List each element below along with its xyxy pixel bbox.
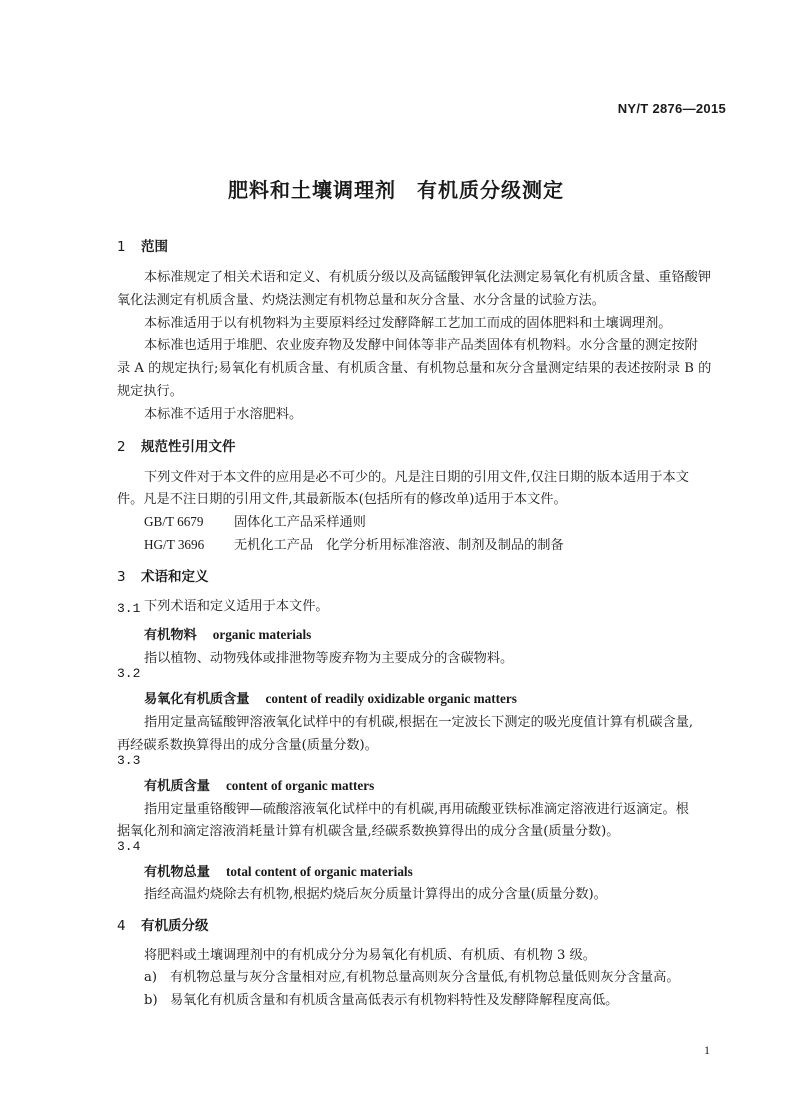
subsection-number: 3.2 (117, 666, 141, 681)
section-title: 范围 (141, 239, 168, 255)
reference-title: 固体化工产品采样通则 (234, 515, 366, 530)
normative-reference (144, 534, 564, 553)
reference-code: HG/T 3696 (144, 537, 205, 552)
paragraph-line: 本标准规定了相关术语和定义、有机质分级以及高锰酸钾氧化法测定易氧化有机质含量、重铬酸钾 (144, 270, 712, 285)
section-number: 3 (117, 569, 126, 585)
section-number: 2 (117, 439, 126, 455)
term-en: content of organic matters (225, 778, 375, 793)
section-number: 1 (117, 239, 126, 255)
paragraph-line: 本标准也适用于堆肥、农业废弃物及发酵中间体等非产品类固体有机物料。水分含量的测定按附 (144, 338, 698, 353)
list-text: 有机物总量与灰分含量相对应,有机物总量高则灰分含量低,有机物总量低则灰分含量高。 (170, 970, 680, 985)
term-definition: 指用定量重铬酸钾—硫酸溶液氧化试样中的有机碳,再用硫酸亚铁标准滴定溶液进行返滴定。根 (144, 802, 689, 817)
reference-title: 无机化工产品 化学分析用标准溶液、制剂及制品的制备 (234, 538, 564, 553)
paragraph-line: 将肥料或土壤调理剂中的有机成分分为易氧化有机质、有机质、有机物 3 级。 (144, 948, 596, 963)
term-zh: 有机物总量 (144, 865, 210, 880)
section-2-heading (117, 435, 236, 455)
term-heading (144, 861, 413, 880)
list-text: 易氧化有机质含量和有机质含量高低表示有机物料特性及发酵降解程度高低。 (170, 993, 619, 1008)
term-zh: 有机质含量 (144, 779, 210, 794)
paragraph-line: 下列术语和定义适用于本文件。 (144, 599, 329, 614)
term-heading (144, 775, 374, 794)
paragraph-line: 本标准不适用于水溶肥料。 (144, 407, 303, 422)
section-number: 4 (117, 918, 126, 934)
paragraph-line: 件。凡是不注日期的引用文件,其最新版本(包括所有的修改单)适用于本文件。 (117, 492, 567, 507)
term-en: organic materials (212, 627, 312, 642)
term-heading (144, 688, 517, 707)
list-marker: b) (144, 993, 158, 1008)
section-4-heading (117, 914, 209, 934)
reference-code: GB/T 6679 (144, 514, 204, 529)
page-number: 1 (704, 1043, 710, 1057)
subsection-number: 3.1 (117, 601, 141, 616)
section-1-heading (117, 235, 168, 255)
section-title: 有机质分级 (141, 918, 209, 934)
term-definition: 再经碳系数换算得出的成分含量(质量分数)。 (117, 738, 378, 753)
term-zh: 易氧化有机质含量 (144, 692, 250, 707)
term-definition: 据氧化剂和滴定溶液消耗量计算有机碳含量,经碳系数换算得出的成分含量(质量分数)。 (117, 824, 620, 839)
paragraph-line: 氧化法测定有机质含量、灼烧法测定有机物总量和灰分含量、水分含量的试验方法。 (117, 293, 605, 308)
subsection-number: 3.4 (117, 839, 141, 854)
normative-reference (144, 511, 366, 530)
section-3-heading (117, 565, 209, 585)
list-item (144, 966, 680, 985)
paragraph-line: 本标准适用于以有机物料为主要原料经过发酵降解工艺加工而成的固体肥料和土壤调理剂。 (144, 316, 672, 331)
paragraph-line: 下列文件对于本文件的应用是必不可少的。凡是注日期的引用文件,仅注日期的版本适用于本文 (144, 470, 689, 485)
paragraph-line: 规定执行。 (117, 384, 183, 399)
section-title: 术语和定义 (141, 569, 209, 585)
term-heading (144, 624, 311, 643)
term-definition: 指用定量高锰酸钾溶液氧化试样中的有机碳,根据在一定波长下测定的吸光度值计算有机碳含量, (144, 715, 694, 730)
document-title: 肥料和土壤调理剂 有机质分级测定 (228, 178, 564, 202)
paragraph-line: 录 A 的规定执行;易氧化有机质含量、有机质含量、有机物总量和灰分含量测定结果的表述按附录 B 的 (117, 361, 712, 376)
section-title: 规范性引用文件 (141, 439, 236, 455)
list-marker: a) (144, 970, 158, 985)
list-item (144, 989, 618, 1008)
term-en: content of readily oxidizable organic matters (265, 691, 517, 706)
term-en: total content of organic materials (225, 864, 413, 879)
term-definition: 指经高温灼烧除去有机物,根据灼烧后灰分质量计算得出的成分含量(质量分数)。 (144, 887, 607, 902)
term-zh: 有机物料 (144, 628, 197, 643)
standard-number: NY/T 2876—2015 (617, 101, 726, 116)
term-definition: 指以植物、动物残体或排泄物等废弃物为主要成分的含碳物料。 (144, 651, 514, 666)
subsection-number: 3.3 (117, 753, 141, 768)
